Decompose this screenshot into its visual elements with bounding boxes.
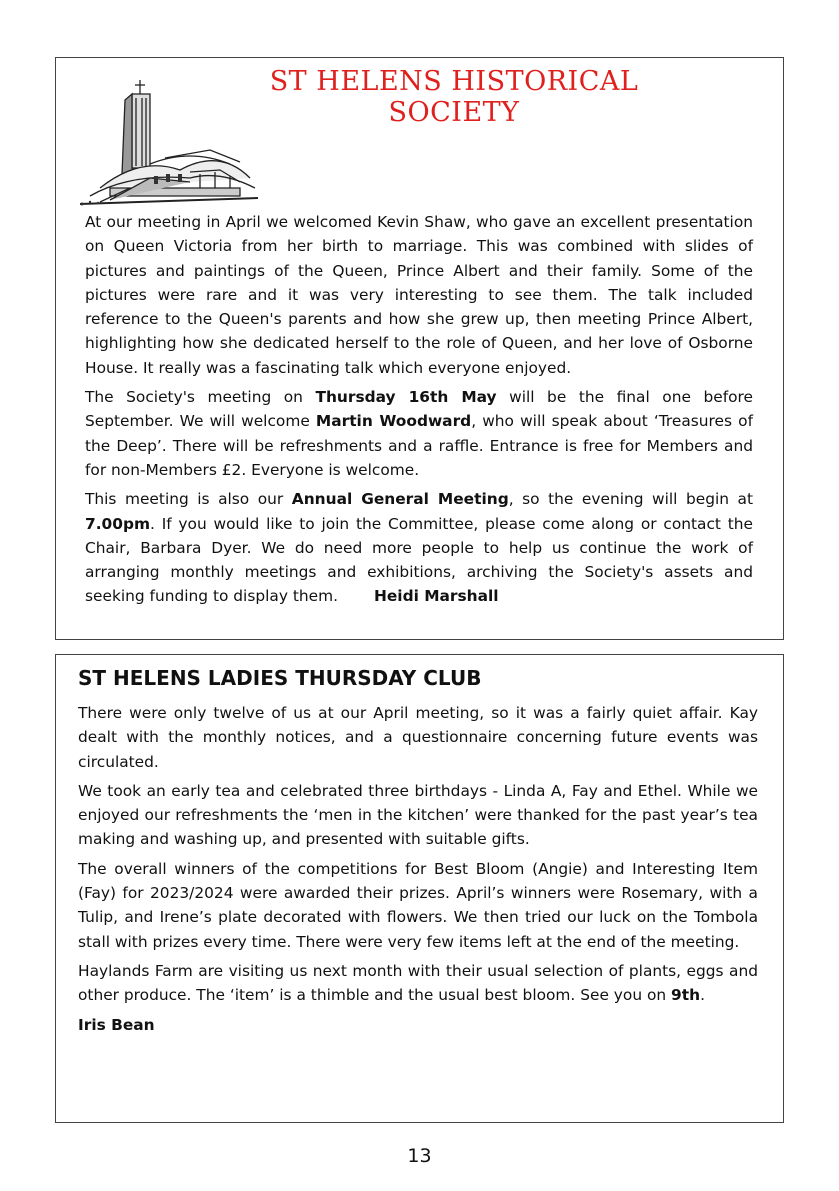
page-number: 13 xyxy=(407,1145,432,1167)
paragraph xyxy=(78,959,758,1008)
start-time: 7.00pm xyxy=(85,514,151,533)
text-run: . If you would like to join the Committee, please come along or contact the Chair, Barbara Dyer. We do need more people to help us continue the work of arranging monthly meetings and exhibitions, archiving the Society's assets and seeking funding to display them. xyxy=(85,514,753,606)
title-line-1: ST HELENS HISTORICAL xyxy=(269,66,639,97)
text-run: , so the evening will begin at xyxy=(508,490,753,509)
text-run: The Society's meeting on xyxy=(85,388,316,407)
next-date: 9th xyxy=(671,986,701,1005)
title-line-2: SOCIETY xyxy=(388,97,520,128)
text-run: will be the final one before September. We will welcome xyxy=(85,388,753,431)
text-run: . xyxy=(700,986,705,1005)
paragraph xyxy=(85,385,753,482)
paragraph: The overall winners of the competitions for Best Bloom (Angie) and Interesting Item (Fay) for 2023/2024 were awarded their prizes. April’s winners were Rosemary, with a Tulip, and Irene’s plate decorated with flowers. We then tried our luck on the Tombola stall with prizes every time. There were very few items left at the end of the meeting. xyxy=(78,859,758,951)
paragraph xyxy=(85,487,753,608)
text-run: Haylands Farm are visiting us next month with their usual selection of plants, eggs and other produce. The ‘item’ is a thimble and the usual best bloom. See you on xyxy=(78,961,758,1005)
agm-label: Annual General Meeting xyxy=(291,490,509,509)
text-run: , who will speak about ‘Treasures of the Deep’. There will be refreshments and a raffle. Entrance is free for Members and for non-Members £2. Everyone is welcome. xyxy=(85,412,753,479)
historical-society-article xyxy=(55,57,784,640)
author-signature: Iris Bean xyxy=(78,1015,155,1034)
ladies-article-body xyxy=(78,701,758,1042)
paragraph: At our meeting in April we welcomed Kevin Shaw, who gave an excellent presentation on Queen Victoria from her birth to marriage. This was combined with slides of pictures and paintings of the Queen, Prince Albert and their family. Some of the pictures were rare and it was very interesting to see them. The talk included reference to the Queen's parents and how she grew up, then meeting Prince Albert, highlighting how she dedicated herself to the role of Queen, and her love of Osborne House. It really was a fascinating talk which everyone enjoyed. xyxy=(85,213,753,377)
historical-society-title xyxy=(234,66,674,128)
ladies-club-article xyxy=(55,654,784,1123)
speaker-name: Martin Woodward xyxy=(315,412,472,431)
paragraph: There were only twelve of us at our April meeting, so it was a fairly quiet affair. Kay dealt with the monthly notices, and a questionnaire concerning future events was circulated. xyxy=(78,704,758,771)
text-run: This meeting is also our xyxy=(85,490,292,509)
historical-article-body xyxy=(85,210,753,614)
author-signature: Heidi Marshall xyxy=(373,587,499,606)
ladies-club-title: ST HELENS LADIES THURSDAY CLUB xyxy=(78,666,482,690)
meeting-date: Thursday 16th May xyxy=(315,388,497,407)
church-drawing-logo xyxy=(70,78,260,206)
paragraph: We took an early tea and celebrated three birthdays - Linda A, Fay and Ethel. While we enjoyed our refreshments the ‘men in the kitchen’ were thanked for the past year’s tea making and washing up, and presented with suitable gifts. xyxy=(78,781,758,849)
